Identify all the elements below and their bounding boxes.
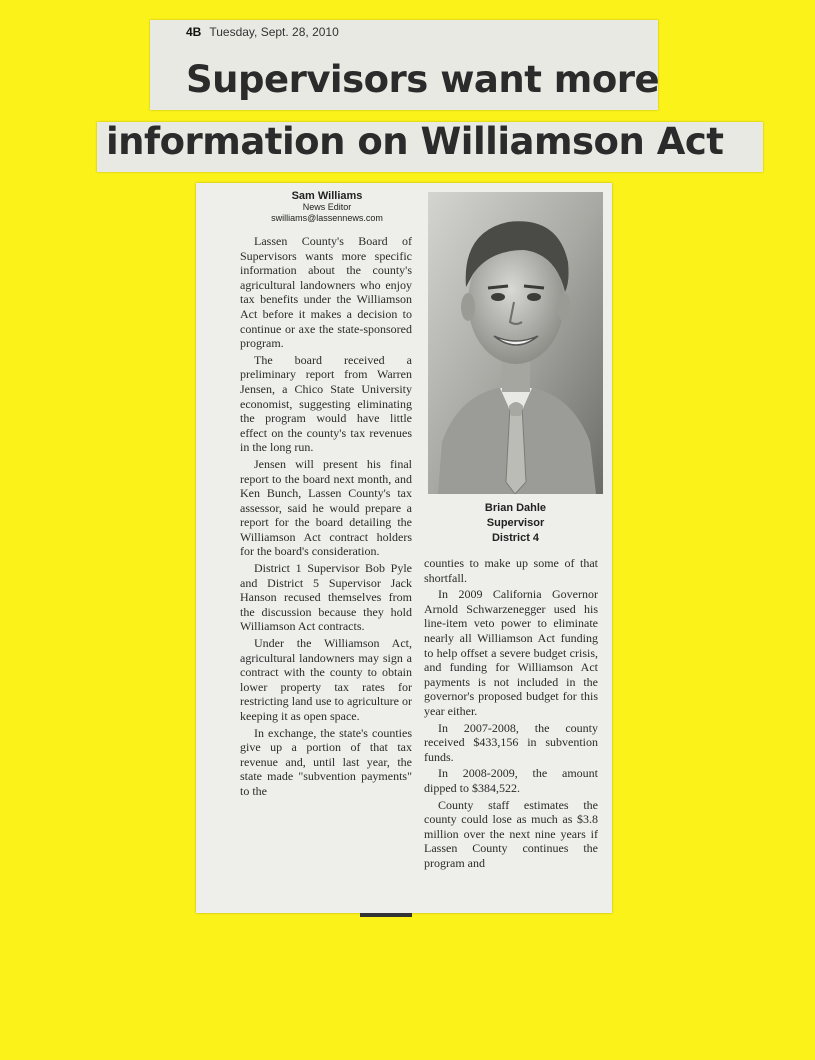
page-number: 4B [186,25,202,39]
article-right-column [424,556,598,872]
caption-district: District 4 [491,532,540,544]
byline-role: News Editor [302,202,352,212]
byline-name: Sam Williams [291,190,363,202]
paragraph: County staff estimates the county could lose as much as $3.8 million over the next nine years if Lassen County continues the program and [424,797,598,870]
paragraph: District 1 Supervisor Bob Pyle and District 5 Supervisor Jack Hanson recused themselves from the discussion because they hold Williamson Act contracts. [240,561,412,634]
headline-line-2: information on Williamson Act [106,120,724,163]
byline-email: swilliams@lassennews.com [271,213,383,223]
paragraph: Jensen will present his final report to the board next month, and Ken Bunch, Lassen County's tax assessor, said he would prepare a report for the board detailing the Williamson Act contract holders for the board's consideration. [240,456,412,559]
dateline [186,25,339,39]
paragraph: Under the Williamson Act, agricultural landowners may sign a contract with the county to obtain lower property tax rates for restricting land use to agriculture or keeping it as open space. [240,636,412,723]
paragraph: Lassen County's Board of Supervisors wants more specific information about the county's agricultural landowners who enjoy tax benefits under the Williamson Act before it makes a decision to continue or axe the state-sponsored program. [240,234,412,351]
paragraph: The board received a preliminary report from Warren Jensen, a Chico State University economist, suggesting eliminating the program would have little effect on the county's tax revenues in the long run. [240,352,412,455]
caption-name: Brian Dahle [484,502,547,514]
portrait-icon [428,192,603,494]
paragraph: In 2009 California Governor Arnold Schwarzenegger used his line-item veto power to eliminate nearly all Williamson Act funding to help offset a severe budget crisis, and funding for Williamson Act payments is not included in the governor's proposed budget for this year either. [424,587,598,718]
column-end-rule [360,913,412,917]
paragraph: In 2008-2009, the amount dipped to $384,522. [424,766,598,795]
supervisor-portrait-photo [428,192,603,494]
photo-caption [428,501,603,546]
publication-date: Tuesday, Sept. 28, 2010 [209,25,339,39]
byline [240,190,414,224]
paragraph: In exchange, the state's counties give up a portion of that tax revenue and, until last year, the state made "subvention payments" to the [240,725,412,798]
headline-line-1: Supervisors want more [186,58,660,101]
article-left-column [240,234,412,801]
paragraph-continuation: counties to make up some of that shortfall. [424,556,598,585]
caption-title: Supervisor [486,517,545,529]
paragraph: In 2007-2008, the county received $433,156 in subvention funds. [424,720,598,764]
